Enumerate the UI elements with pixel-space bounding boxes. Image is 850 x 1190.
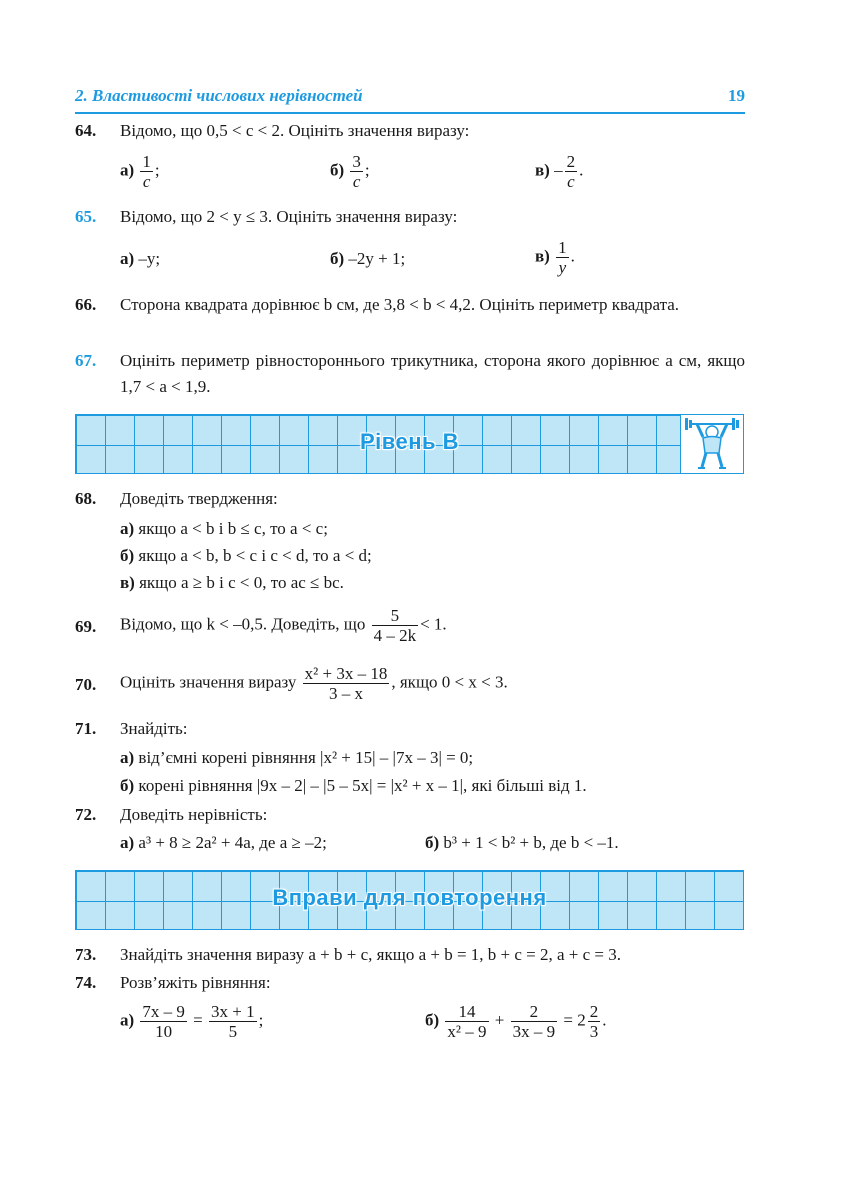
- option-b: б) –2y + 1;: [330, 249, 406, 268]
- exercise-text: Знайдіть:: [120, 719, 188, 738]
- option-a: а) якщо a < b і b ≤ c, то a < c;: [120, 519, 328, 538]
- exercise-text: Доведіть нерівність:: [120, 805, 268, 824]
- option-a: а) –y;: [120, 249, 161, 268]
- exercise-66: [75, 292, 745, 344]
- fraction: $\frac{2}{3x - 9}$: [512, 1002, 556, 1041]
- exercise-number: 73.: [75, 945, 97, 964]
- exercise-text: Сторона квадрата дорівнює b см, де 3,8 < b < 4,2. Оцініть периметр квадрата.: [120, 295, 679, 314]
- exercise-number: 66.: [75, 295, 97, 314]
- option-c: в) $\frac{1}{y}$ .: [535, 238, 575, 277]
- exercise-text: Відомо, що 2 < y ≤ 3. Оцініть значення виразу:: [120, 207, 458, 226]
- exercise-text: Доведіть твердження:: [120, 489, 278, 508]
- fraction: $\frac{1}{y}$: [558, 238, 567, 277]
- option-a: а) $\frac{1}{c}$ ;: [120, 152, 160, 191]
- exercise-number: 74.: [75, 973, 97, 992]
- exercise-70: [75, 664, 745, 710]
- exercise-number: 69.: [75, 617, 97, 636]
- exercise-64: [75, 118, 745, 198]
- fraction: $\frac{3}{c}$: [352, 152, 361, 191]
- exercise-74: [75, 970, 745, 1060]
- option-b: б) $\frac{14}{\text{x² – 9}}$ + $\frac{2}{3x - 9}$ = 2 $\frac{2}{3}$ .: [425, 1002, 607, 1041]
- fraction: $\frac{2}{3}$: [589, 1002, 599, 1041]
- exercise-text: Відомо, що 0,5 < c < 2. Оцініть значення виразу:: [120, 121, 470, 140]
- fraction: $\frac{14}{\text{x² – 9}}$: [447, 1002, 487, 1041]
- exercise-69: [75, 606, 745, 652]
- exercise-text: Оцініть периметр рівностороннього трикутника, сторона якого дорівнює a см, якщо 1,7 < a < 1,9.: [120, 351, 745, 396]
- page-number: 19: [728, 86, 745, 105]
- option-b: б) корені рівняння |9x – 2| – |5 – 5x| = |x² + x – 1|, які більші від 1.: [120, 776, 587, 795]
- option-a: а) $\frac{7x - 9}{10}$ = $\frac{3x + 1}{5}$ ;: [120, 1002, 264, 1041]
- option-c: в) – $\frac{2}{c}$ .: [535, 152, 584, 191]
- fraction: $\frac{5}{4 - 2k}$: [373, 606, 417, 645]
- option-a: а) a³ + 8 ≥ 2a² + 4a, де a ≥ –2;: [120, 833, 327, 852]
- review-title: Вправи для повторення: [272, 885, 547, 910]
- option-b: б) b³ + 1 < b² + b, де b < –1.: [425, 833, 619, 852]
- level-title: Рівень В: [359, 429, 460, 454]
- fraction: $\frac{7x - 9}{10}$: [142, 1002, 185, 1041]
- fraction: $\frac{2}{c}$: [566, 152, 576, 191]
- exercise-67: [75, 348, 745, 400]
- option-a: а) від’ємні корені рівняння |x² + 15| – |7x – 3| = 0;: [120, 748, 474, 767]
- review-banner: [75, 870, 744, 930]
- option-b: б) $\frac{3}{c}$ ;: [330, 152, 370, 191]
- running-header: [75, 86, 745, 114]
- exercise-text: Відомо, що k < –0,5. Доведіть, що $\frac{5}{4 - 2k}$ < 1.: [120, 606, 447, 645]
- level-banner: [75, 414, 744, 474]
- exercise-68: [75, 486, 745, 596]
- fraction: $\frac{1}{c}$: [142, 152, 151, 191]
- exercise-number: 64.: [75, 121, 97, 140]
- exercise-number: 67.: [75, 351, 97, 370]
- exercise-65: [75, 204, 745, 284]
- exercise-number: 65.: [75, 207, 97, 226]
- exercise-71: [75, 716, 745, 800]
- fraction: $\frac{3x + 1}{5}$: [211, 1002, 255, 1041]
- exercise-text: Знайдіть значення виразу a + b + c, якщо a + b = 1, b + c = 2, a + c = 3.: [120, 945, 622, 964]
- exercise-number: 68.: [75, 489, 97, 508]
- weightlifter-icon: [680, 415, 743, 473]
- exercise-73: [75, 942, 745, 968]
- exercise-number: 70.: [75, 675, 97, 694]
- exercise-72: [75, 802, 745, 858]
- exercise-text: Оцініть значення виразу $\frac{\text{x² + 3x – 18}}{3 - x}$ , якщо 0 < x < 3.: [120, 664, 508, 703]
- exercise-number: 71.: [75, 719, 97, 738]
- exercise-number: 72.: [75, 805, 97, 824]
- fraction: $\frac{\text{x² + 3x – 18}}{3 - x}$: [304, 664, 388, 703]
- option-c: в) якщо a ≥ b і c < 0, то ac ≤ bc.: [120, 573, 344, 592]
- section-title: 2. Властивості числових нерівностей: [75, 86, 363, 105]
- option-b: б) якщо a < b, b < c і c < d, то a < d;: [120, 546, 372, 565]
- exercise-text: Розв’яжіть рівняння:: [120, 973, 271, 992]
